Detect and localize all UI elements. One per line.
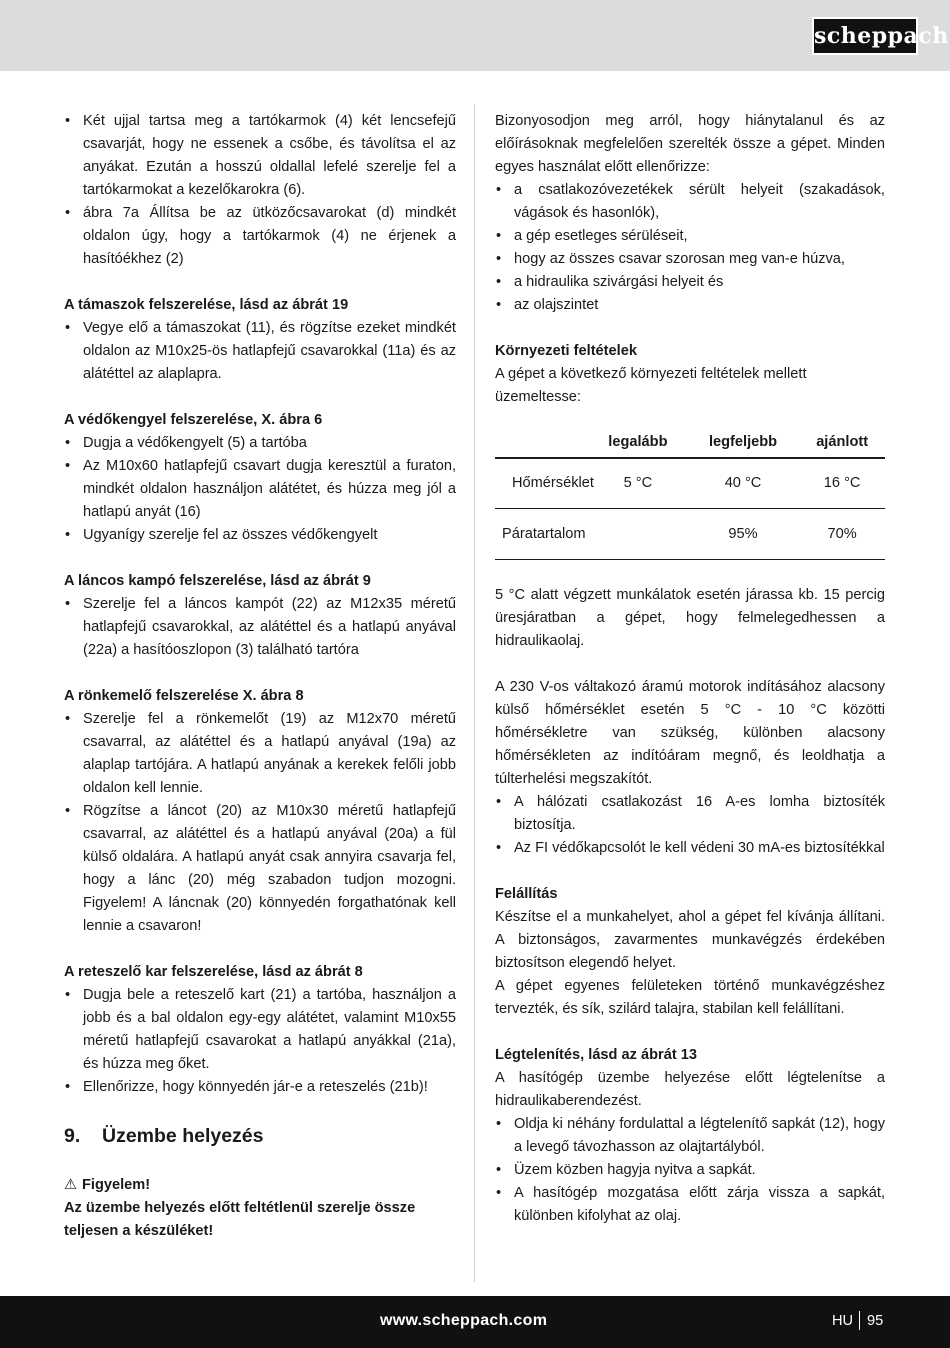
- environment-section: [495, 340, 885, 409]
- chapter-title: Üzembe helyezés: [102, 1125, 264, 1147]
- table-cell: 5 °C: [623, 475, 653, 491]
- brand-logo: scheppach: [812, 17, 918, 55]
- column-header: legalább: [608, 434, 668, 450]
- list-item: • a csatlakozóvezetékek sérült helyeit (szakadások, vágások és hasonlók),: [495, 179, 885, 225]
- column-divider: [474, 104, 475, 1282]
- footer-language: HU: [832, 1313, 854, 1329]
- bullet-list: [64, 593, 456, 662]
- warning-title: [64, 1174, 456, 1197]
- table-header-row: [495, 431, 885, 458]
- section-heading: A támaszok felszerelése, lásd az ábrát 19: [64, 297, 349, 313]
- section-heading: Felállítás: [495, 886, 558, 902]
- column-header: [495, 431, 589, 458]
- chapter-heading: [64, 1122, 456, 1150]
- row-label-text: Hőmérséklet: [512, 475, 594, 491]
- section-supports: [64, 294, 456, 386]
- list-item: • Szerelje fel a láncos kampót (22) az M12x35 méretű hatlapfejű csavarokkal, az alátéttel és a hatlapú anyával (22a) a hasítóoszlopon (3) található tartóra: [64, 593, 456, 662]
- warning-icon: ⚠: [64, 1177, 78, 1193]
- cold-start-section: [495, 584, 885, 653]
- column-header: legfeljebb: [708, 434, 778, 450]
- bullet-list: [64, 432, 456, 547]
- intro-list: [64, 110, 456, 271]
- list-item: • Ugyanígy szerelje fel az összes védőkengyelt: [64, 524, 456, 547]
- list-item: • Az M10x60 hatlapfejű csavart dugja keresztül a furaton, mindkét oldalon használjon alátétet, és húzza meg jól a hatlapú anyát (16): [64, 455, 456, 524]
- table-cell: 16 °C: [823, 475, 861, 491]
- page-number: 95: [867, 1313, 884, 1329]
- paragraph: A gépet egyenes felületeken történő munkavégzéshez tervezték, és sík, szilárd talajra, stabilan kell felállítani.: [495, 978, 885, 1017]
- header-band: [0, 0, 950, 71]
- section-heading: A reteszelő kar felszerelése, lásd az ábrát 8: [64, 964, 363, 980]
- paragraph: A gépet a következő környezeti feltételek mellett üzemeltesse:: [495, 366, 807, 405]
- bullet-list: [64, 708, 456, 938]
- section-chain-hook: [64, 570, 456, 662]
- list-item: • Két ujjal tartsa meg a tartókarmok (4) két lencsefejű csavarját, hogy ne essenek a csőbe, és távolítsa el az anyákat. Ezután a hosszú oldallal lefelé szerelje fel a tartókarmokat a kezelőkarokra (6).: [64, 110, 456, 202]
- table-cell: 95%: [728, 525, 758, 542]
- warning-text: Az üzembe helyezés előtt feltétlenül szerelje össze teljesen a készüléket!: [64, 1200, 416, 1239]
- list-item: • Dugja a védőkengyelt (5) a tartóba: [64, 432, 456, 455]
- warning-block: [64, 1174, 456, 1243]
- list-item: • A hálózati csatlakozást 16 A-es lomha biztosíték biztosítja.: [495, 791, 885, 837]
- column-header: ajánlott: [816, 434, 869, 450]
- left-column: [64, 110, 456, 1243]
- chapter-number: 9.: [64, 1125, 81, 1147]
- list-item: • Rögzítse a láncot (20) az M10x30 méretű hatlapfejű csavarral, az alátéttel és a hatlapú anyával (20a) a fül külső oldalára. A hatlapú anyát csak annyira csavarja fel, hogy a lánc (20) még szabadon tudjon mozogni. Figyelem! A láncnak (20) könnyedén forgathatónak kell lennie a csavaron!: [64, 800, 456, 938]
- bullet-list: [64, 984, 456, 1099]
- right-column: [495, 110, 885, 1251]
- list-item: • hogy az összes csavar szorosan meg van-e húzva,: [495, 248, 885, 271]
- footer-separator: [859, 1311, 860, 1330]
- footer-band: [0, 1296, 950, 1348]
- paragraph: 5 °C alatt végzett munkálatok esetén járassa kb. 15 percig üresjáratban a gépet, hogy felmelegedhessen a hidraulikaolaj.: [495, 587, 885, 649]
- list-item: • Ellenőrizze, hogy könnyedén jár-e a reteszelés (21b)!: [64, 1076, 456, 1099]
- list-item: • Oldja ki néhány fordulattal a légtelenítő sapkát (12), hogy a levegő távozhasson az olajtartályból.: [495, 1113, 885, 1159]
- section-guard-bracket: [64, 409, 456, 547]
- bullet-list: [495, 179, 885, 317]
- list-item: • A hasítógép mozgatása előtt zárja vissza a sapkát, különben kifolyhat az olaj.: [495, 1182, 885, 1228]
- list-item: • az olajszintet: [495, 294, 885, 317]
- section-heading: Környezeti feltételek: [495, 343, 637, 359]
- bullet-list: [495, 1113, 885, 1228]
- paragraph: A 230 V-os váltakozó áramú motorok indításához alacsony külső hőmérséklet esetén 5 °C - 10 °C közötti hőmérsékletre van szükség, különben alacsony hőmérsékleten az indítóáram megnő, és leoldhatja a túlterhelési megszakítót.: [495, 679, 885, 787]
- motor-section: [495, 676, 885, 860]
- list-item: • Az FI védőkapcsolót le kell védeni 30 mA-es biztosítékkal: [495, 837, 885, 860]
- row-label: [495, 509, 589, 560]
- section-log-lifter: [64, 685, 456, 938]
- section-heading: A védőkengyel felszerelése, X. ábra 6: [64, 412, 323, 428]
- setup-section: [495, 883, 885, 1021]
- footer-website-link[interactable]: www.scheppach.com: [380, 1312, 548, 1329]
- table-row: [495, 509, 885, 560]
- list-item: • Vegye elő a támaszokat (11), és rögzítse ezeket mindkét oldalon az M10x25-ös hatlapfejű csavarokkal (11a) és az alátéttel az alaplapra.: [64, 317, 456, 386]
- list-item: • a hidraulika szivárgási helyeit és: [495, 271, 885, 294]
- section-heading: A láncos kampó felszerelése, lásd az ábrát 9: [64, 573, 371, 589]
- environment-table: [495, 431, 885, 560]
- section-heading: A rönkemelő felszerelése X. ábra 8: [64, 688, 304, 704]
- list-item: • a gép esetleges sérüléseit,: [495, 225, 885, 248]
- intro-section: [64, 110, 456, 271]
- list-item: • Szerelje fel a rönkemelőt (19) az M12x70 méretű csavarral, az alátéttel és a hatlapú anyával (19a) az alaplap tartójára. A hatlapú anyának a kerekek felőli jobb oldalon kell lennie.: [64, 708, 456, 800]
- section-locking-lever: [64, 961, 456, 1099]
- list-item: • Üzem közben hagyja nyitva a sapkát.: [495, 1159, 885, 1182]
- paragraph: Bizonyosodjon meg arról, hogy hiánytalanul és az előírásoknak megfelelően szerelték össze a gépet. Minden egyes használat előtt ellenőrizze:: [495, 113, 885, 175]
- table-cell: 70%: [827, 525, 857, 542]
- warning-label: Figyelem!: [82, 1177, 151, 1193]
- row-label-text: Páratartalom: [502, 525, 586, 542]
- row-label: [495, 458, 594, 509]
- bullet-list: [64, 317, 456, 386]
- paragraph: A hasítógép üzembe helyezése előtt légtelenítse a hidraulikaberendezést.: [495, 1070, 885, 1109]
- table-cell: [589, 509, 687, 560]
- list-item: • ábra 7a Állítsa be az ütközőcsavarokat (d) mindkét oldalon úgy, hogy a tartókarmok (4) ne érjenek a hasítóékhez (2): [64, 202, 456, 271]
- table-cell: 40 °C: [724, 475, 762, 491]
- section-heading: Légtelenítés, lásd az ábrát 13: [495, 1047, 697, 1063]
- inspection-section: [495, 110, 885, 317]
- venting-section: [495, 1044, 885, 1228]
- list-item: • Dugja bele a reteszelő kart (21) a tartóba, használjon a jobb és a bal oldalon egy-egy alátétet, valamint M10x55 méretű hatlapfejű csavarokat a hatlapú anyákkal (21a), és húzza meg őket.: [64, 984, 456, 1076]
- bullet-list: [495, 791, 885, 860]
- table-row: [495, 458, 885, 509]
- paragraph: Készítse el a munkahelyet, ahol a gépet fel kívánja állítani. A biztonságos, zavarmentes munkavégzés érdekében biztosítson elegendő helyet.: [495, 909, 885, 971]
